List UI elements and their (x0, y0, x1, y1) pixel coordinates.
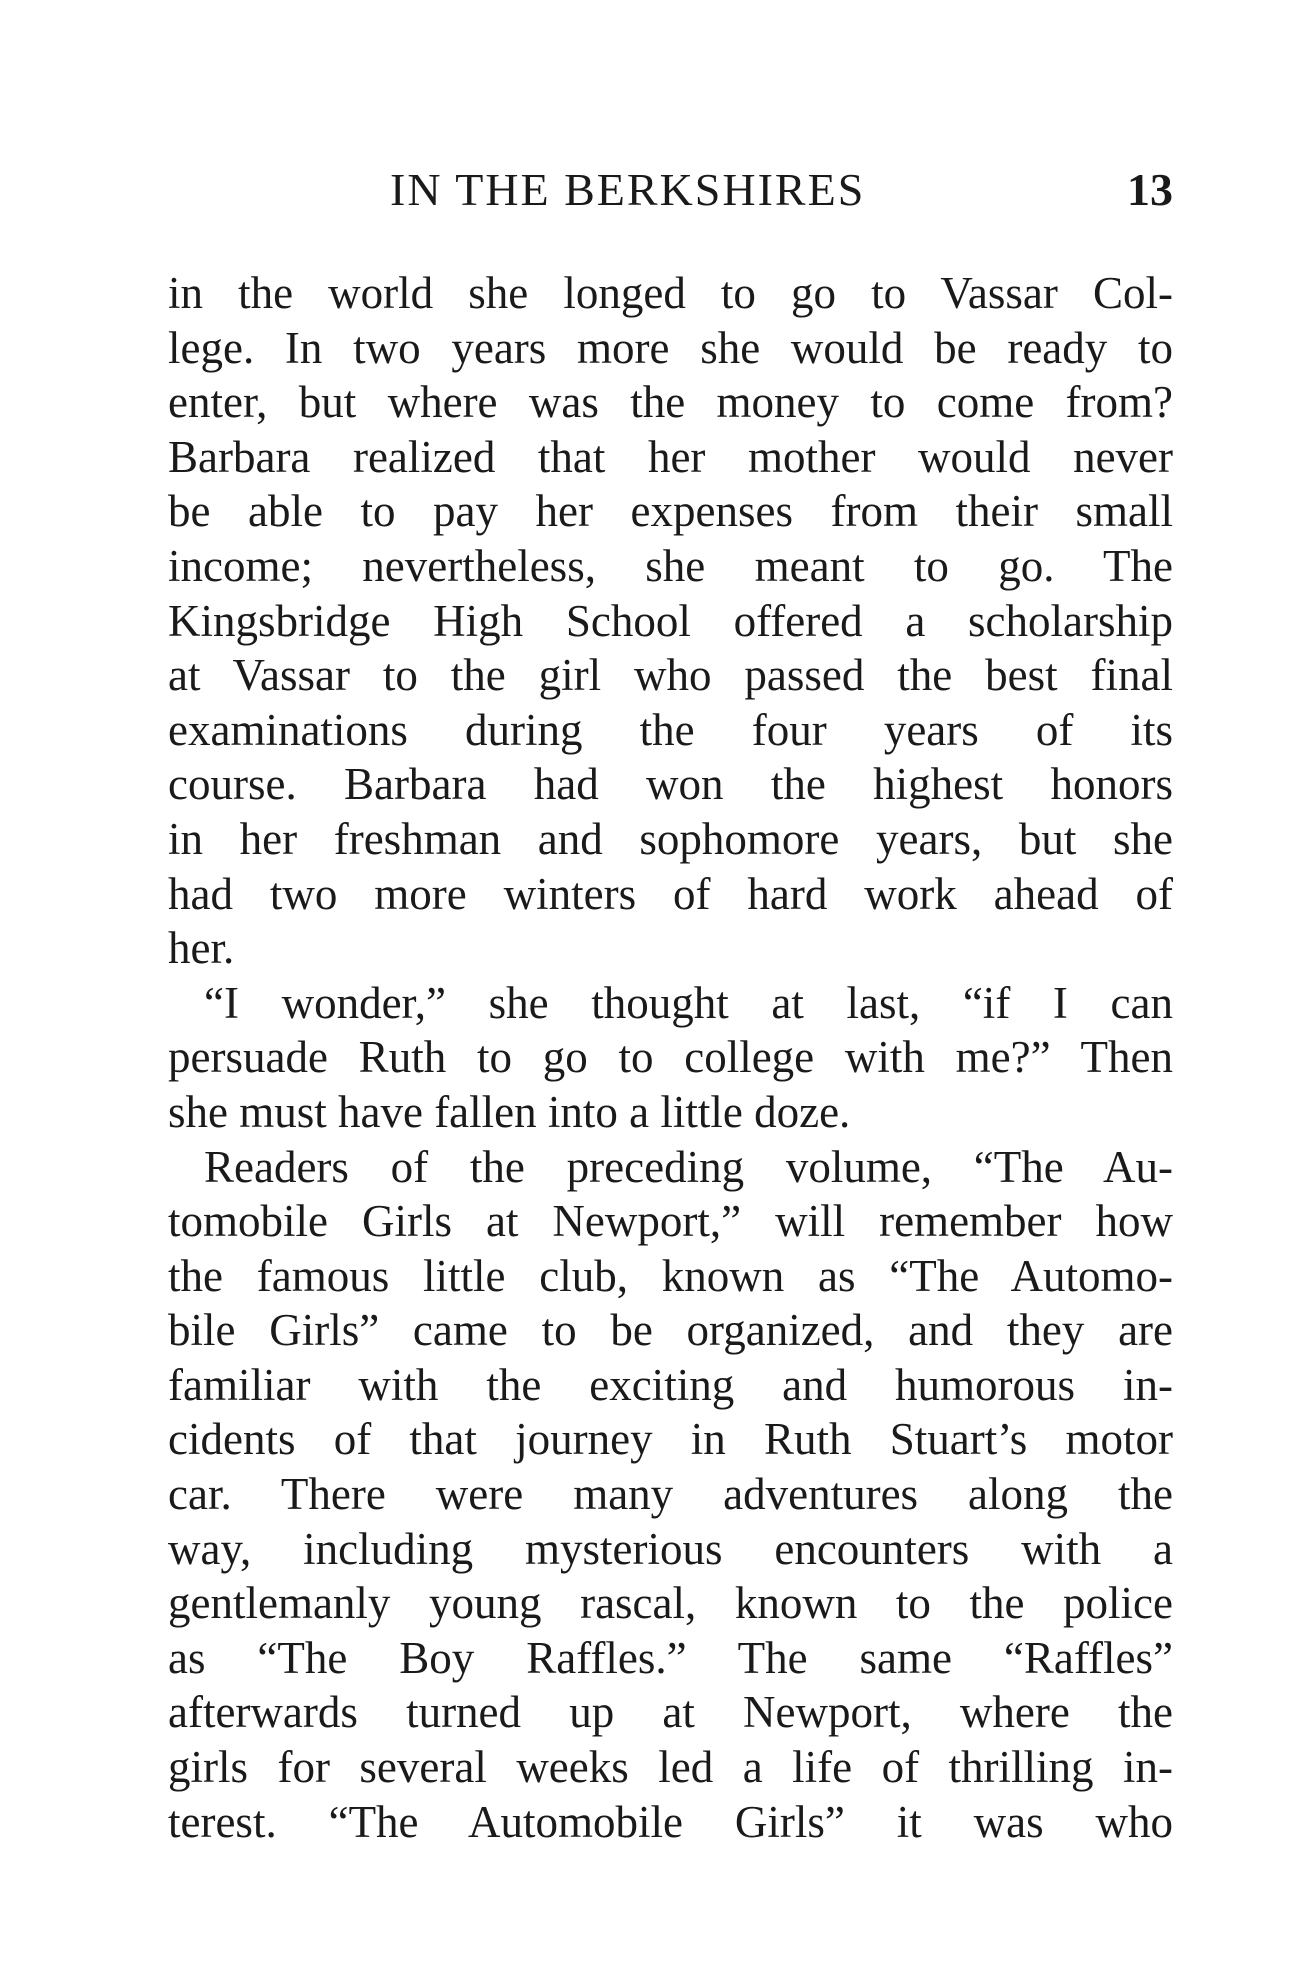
running-title: IN THE BERKSHIRES (390, 164, 866, 215)
text-line: terest. “The Automobile Girls” it was who (168, 1796, 1173, 1847)
body-text (168, 266, 1173, 1849)
text-line: lege. In two years more she would be ready to (168, 322, 1173, 373)
text-line: tomobile Girls at Newport,” will remember how (168, 1196, 1173, 1247)
text-line: her. (168, 923, 235, 974)
text-line: “I wonder,” she thought at last, “if I can (204, 977, 1173, 1028)
text-line: as “The Boy Raffles.” The same “Raffles” (168, 1632, 1173, 1683)
text-line: be able to pay her expenses from their small (168, 486, 1173, 537)
text-line: Kingsbridge High School offered a scholarship (168, 595, 1173, 646)
text-line: in the world she longed to go to Vassar Col- (168, 268, 1173, 318)
text-line: at Vassar to the girl who passed the best final (168, 650, 1173, 701)
text-line: enter, but where was the money to come from? (168, 377, 1173, 428)
text-line: Barbara realized that her mother would never (168, 431, 1173, 482)
text-line: afterwards turned up at Newport, where the (168, 1687, 1173, 1738)
running-head (168, 160, 1173, 220)
text-line: examinations during the four years of its (168, 704, 1173, 755)
text-line: had two more winters of hard work ahead of (168, 868, 1173, 919)
text-line: the famous little club, known as “The Automo- (168, 1250, 1173, 1301)
text-line: Readers of the preceding volume, “The Au- (204, 1141, 1173, 1192)
text-line: course. Barbara had won the highest honors (168, 759, 1173, 810)
text-line: she must have fallen into a little doze. (168, 1086, 851, 1137)
text-line: way, including mysterious encounters with a (168, 1523, 1173, 1574)
text-line: persuade Ruth to go to college with me?” Then (168, 1032, 1173, 1083)
text-line: familiar with the exciting and humorous in- (168, 1359, 1173, 1410)
text-line: in her freshman and sophomore years, but she (168, 813, 1173, 864)
text-line: gentlemanly young rascal, known to the police (168, 1578, 1173, 1629)
page-number: 13 (1127, 164, 1173, 215)
text-line: cidents of that journey in Ruth Stuart’s motor (168, 1414, 1173, 1465)
text-line: income; nevertheless, she meant to go. The (168, 540, 1173, 591)
text-line: car. There were many adventures along the (168, 1469, 1173, 1520)
text-line: girls for several weeks led a life of thrilling in- (168, 1742, 1173, 1793)
text-line: bile Girls” came to be organized, and they are (168, 1305, 1173, 1356)
